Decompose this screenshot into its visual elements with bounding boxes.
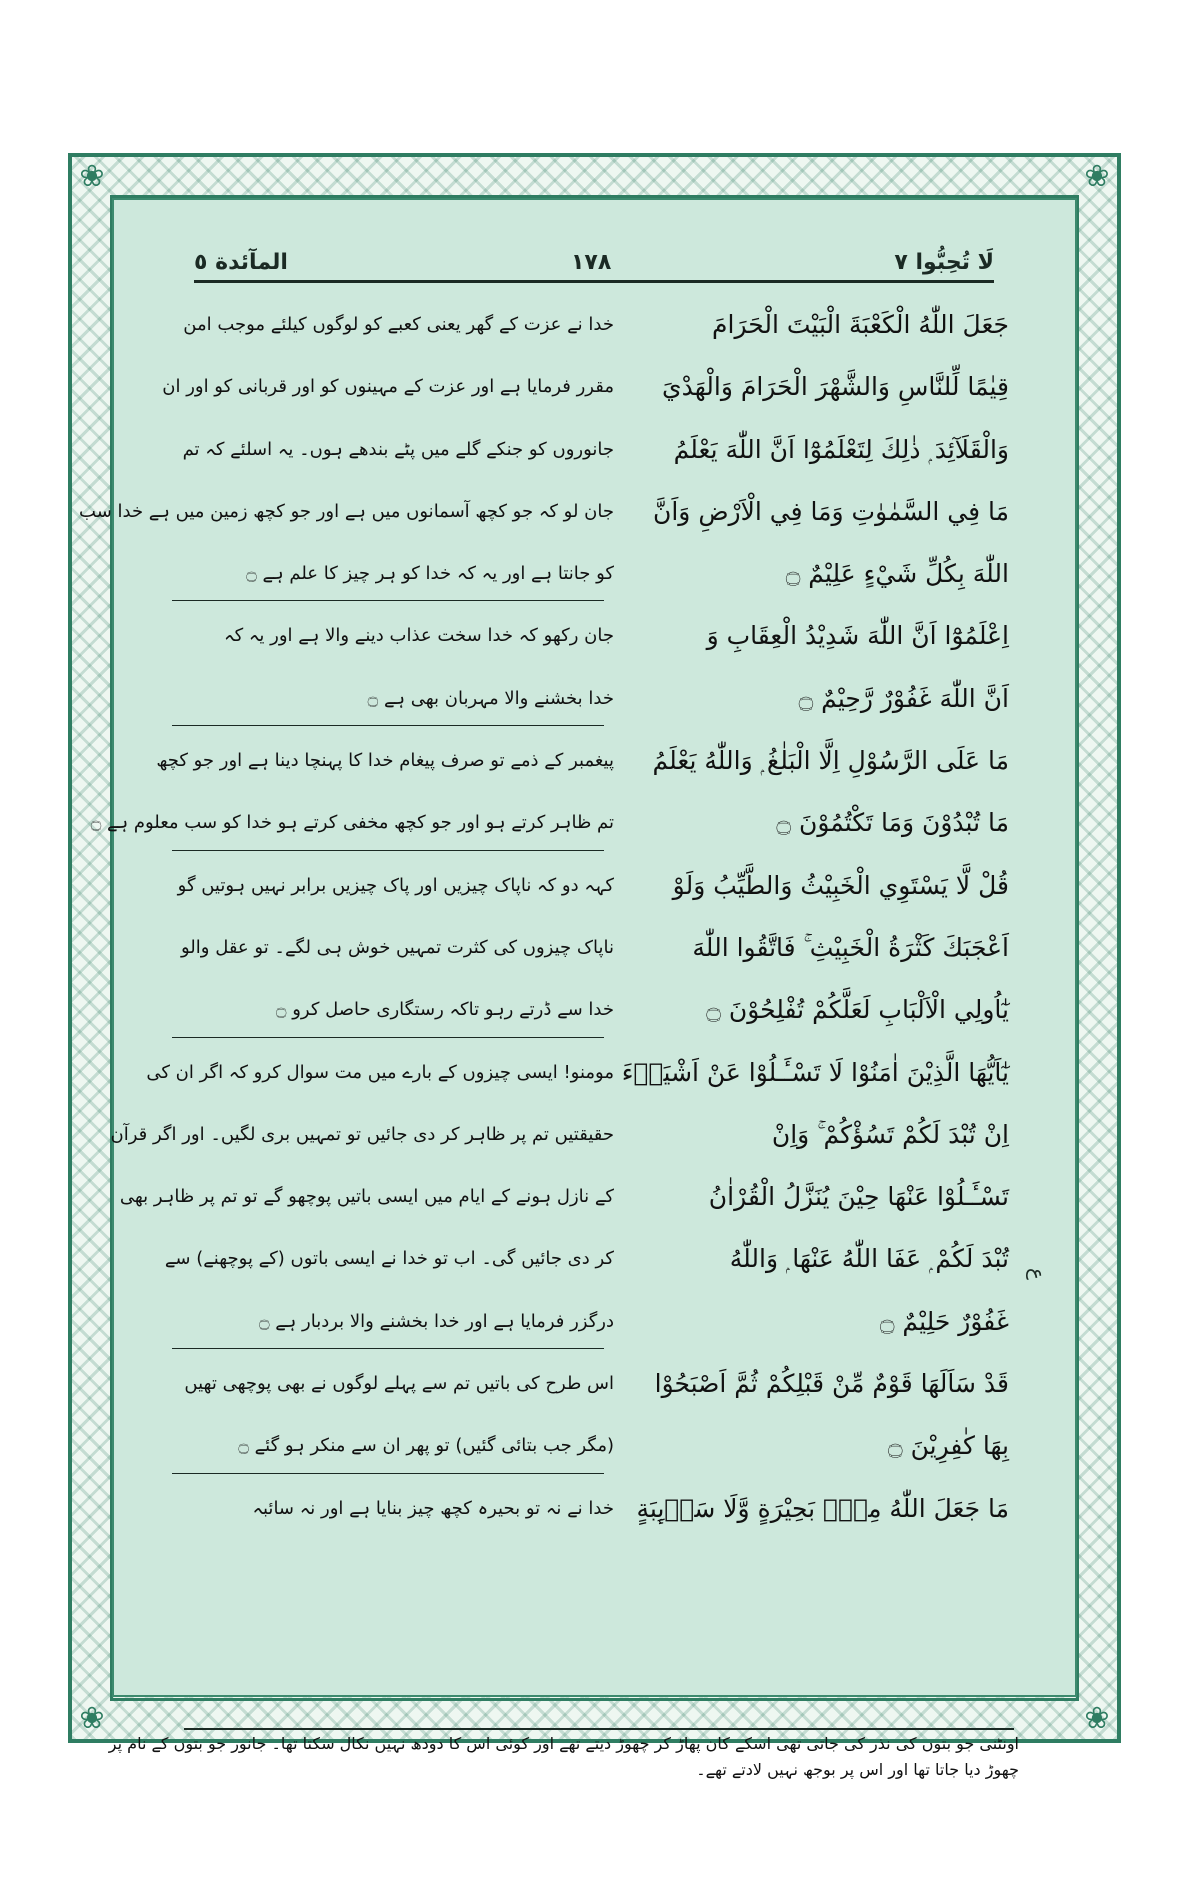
surah-title: المآئدة ٥ [194, 249, 288, 275]
arabic-verse-line: اَنَّ اللّٰهَ غَفُوْرٌ رَّحِيْمٌ ۝ [798, 683, 1009, 713]
arabic-verse-line: يٰٓاَيُّهَا الَّذِيْنَ اٰمَنُوْا لَا تَسْـَٔـلُوْا عَنْ اَشْيَاۗءَ [621, 1057, 1009, 1087]
arabic-verse-line: جَعَلَ اللّٰهُ الْكَعْبَةَ الْبَيْتَ الْحَرَامَ [712, 310, 1009, 339]
verse-row [114, 855, 1079, 917]
verse-row [114, 1166, 1079, 1228]
urdu-translation-line: خدا سے ڈرتے رہو تاکہ رستگاری حاصل کرو ۝ [275, 999, 614, 1021]
arabic-verse-line: تَسْـَٔـلُوْا عَنْهَا حِيْنَ يُنَزَّلُ الْقُرْاٰنُ [708, 1182, 1009, 1212]
footnote-line-2: چھوڑ دیا جاتا تھا اور اس پر بوجھ نہیں لادتے تھے۔ [696, 1760, 1019, 1779]
corner-ornament-icon: ❀ [1084, 1701, 1110, 1736]
urdu-translation-line: مومنو! ایسی چیزوں کے بارے میں مت سوال کرو کہ اگر ان کی [146, 1061, 614, 1083]
arabic-verse-line: وَالْقَلَآئِدَ ۭ ذٰلِكَ لِتَعْلَمُوْٓا اَنَّ اللّٰهَ يَعْلَمُ [673, 434, 1009, 464]
arabic-verse-line: اِنْ تُبْدَ لَكُمْ تَسُؤْكُمْ ۚ وَاِنْ [771, 1119, 1009, 1149]
corner-ornament-icon: ❀ [79, 1701, 105, 1736]
verse-row [90, 792, 1079, 854]
urdu-translation-line: تم ظاہر کرتے ہو اور جو کچھ مخفی کرتے ہو خدا کو سب معلوم ہے ۝ [90, 812, 614, 834]
urdu-translation-line: پیغمبر کے ذمے تو صرف پیغام خدا کا پہنچا دینا ہے اور جو کچھ [156, 750, 614, 772]
urdu-translation-line: خدا نے نہ تو بحیرہ کچھ چیز بنایا ہے اور نہ سائبہ [252, 1497, 614, 1519]
verse-row [114, 356, 1079, 418]
verse-row [114, 543, 1079, 605]
verse-row [114, 1291, 1079, 1353]
urdu-translation-line: خدا بخشنے والا مہربان بھی ہے ۝ [367, 687, 614, 709]
arabic-verse-line: مَا فِي السَّمٰوٰتِ وَمَا فِي الْاَرْضِ وَاَنَّ [653, 496, 1009, 526]
urdu-translation-line: حقیقتیں تم پر ظاہر کر دی جائیں تو تمہیں بری لگیں۔ اور اگر قرآن [110, 1123, 614, 1145]
urdu-translation-line: کے نازل ہونے کے ایام میں ایسی باتیں پوچھو گے تو تم پر ظاہر بھی [119, 1186, 614, 1208]
verse-end-rule [172, 850, 604, 851]
verse-row [114, 979, 1079, 1041]
arabic-verse-line: غَفُوْرٌ حَلِيْمٌ ۝ [879, 1306, 1009, 1336]
urdu-translation-line: کہہ دو کہ ناپاک چیزیں اور پاک چیزیں برابر نہیں ہوتیں گو [177, 874, 614, 896]
arabic-verse-line: قُلْ لَّا يَسْتَوِي الْخَبِيْثُ وَالطَّيِّبُ وَلَوْ [672, 870, 1009, 900]
verse-row [114, 1353, 1079, 1415]
arabic-verse-line: قِيٰمًا لِّلنَّاسِ وَالشَّهْرَ الْحَرَامَ وَالْهَدْيَ [662, 372, 1009, 402]
arabic-verse-line: مَا عَلَى الرَّسُوْلِ اِلَّا الْبَلٰغُ ۭ وَاللّٰهُ يَعْلَمُ [652, 746, 1009, 776]
urdu-translation-line: (مگر جب بتائی گئیں) تو پھر ان سے منکر ہو گئے ۝ [238, 1435, 614, 1457]
corner-ornament-icon: ❀ [1084, 159, 1110, 194]
verse-rows [79, 294, 1079, 1540]
arabic-verse-line: تُبْدَ لَكُمْ ۭ عَفَا اللّٰهُ عَنْهَا ۭ وَاللّٰهُ [729, 1244, 1009, 1274]
urdu-translation-line: کر دی جائیں گی۔ اب تو خدا نے ایسی باتوں (کے پوچھنے) سے [164, 1248, 614, 1270]
arabic-verse-line: مَا تُبْدُوْنَ وَمَا تَكْتُمُوْنَ ۝ [776, 808, 1009, 838]
verse-row [110, 1104, 1079, 1166]
verse-row [114, 419, 1079, 481]
urdu-translation-line: ناپاک چیزوں کی کثرت تمہیں خوش ہی لگے۔ تو عقل والو [181, 936, 614, 958]
footnote-line-1: اونٹنی جو بتوں کی نذر کی جاتی تھی اسکے کان پھاڑ کر چھوڑ دیتے تھے اور کوئی اس کا دودھ نہیں نکال سکتا تھا۔ جانور جو بتوں کے نام پر [108, 1734, 1019, 1753]
verse-row [114, 1042, 1079, 1104]
verse-end-rule [172, 725, 604, 726]
rukuh-marker: ع [1026, 1268, 1050, 1280]
urdu-translation-line: کو جانتا ہے اور یہ کہ خدا کو ہر چیز کا علم ہے ۝ [246, 563, 614, 585]
verse-row [114, 1478, 1079, 1540]
verse-row [114, 917, 1079, 979]
urdu-translation-line: جان رکھو کہ خدا سخت عذاب دینے والا ہے اور یہ کہ [224, 625, 614, 647]
arabic-verse-line: اِعْلَمُوْٓا اَنَّ اللّٰهَ شَدِيْدُ الْعِقَابِ وَ [706, 621, 1009, 651]
verse-row [114, 605, 1079, 667]
verse-row [114, 1228, 1079, 1290]
arabic-verse-line: مَا جَعَلَ اللّٰهُ مِنْۢ بَحِيْرَةٍ وَّلَا سَاۗىِٕبَةٍ [636, 1493, 1009, 1523]
verse-row [114, 294, 1079, 356]
urdu-translation-line: درگزر فرمایا ہے اور خدا بخشنے والا بردبار ہے ۝ [258, 1310, 614, 1332]
corner-ornament-icon: ❀ [79, 159, 105, 194]
page-number: ١٧٨ [571, 249, 612, 275]
verse-row [114, 1415, 1079, 1477]
urdu-translation-line: جان لو کہ جو کچھ آسمانوں میں ہے اور جو کچھ زمین میں ہے خدا سب [79, 500, 614, 522]
header-rule [194, 280, 994, 283]
verse-row [114, 730, 1079, 792]
verse-end-rule [172, 600, 604, 601]
verse-row [114, 668, 1079, 730]
footnote-rule [184, 1728, 1014, 1730]
verse-end-rule [172, 1037, 604, 1038]
arabic-verse-line: اللّٰهَ بِكُلِّ شَيْءٍ عَلِيْمٌ ۝ [785, 559, 1009, 589]
urdu-translation-line: مقرر فرمایا ہے اور عزت کے مہینوں کو اور قربانی کو اور ان [162, 376, 614, 398]
arabic-verse-line: اَعْجَبَكَ كَثْرَةُ الْخَبِيْثِ ۚ فَاتَّقُوا اللّٰهَ [692, 932, 1009, 962]
arabic-verse-line: قَدْ سَاَلَهَا قَوْمٌ مِّنْ قَبْلِكُمْ ثُمَّ اَصْبَحُوْا [654, 1369, 1009, 1399]
urdu-translation-line: جانوروں کو جنکے گلے میں پٹے بندھے ہوں۔ یہ اسلئے کہ تم [182, 438, 614, 460]
urdu-translation-line: اس طرح کی باتیں تم سے پہلے لوگوں نے بھی پوچھی تھیں [184, 1373, 614, 1395]
page-header [194, 242, 994, 282]
verse-end-rule [172, 1473, 604, 1474]
text-panel [79, 198, 1077, 1779]
arabic-verse-line: بِهَا كٰفِرِيْنَ ۝ [888, 1431, 1009, 1461]
verse-end-rule [172, 1348, 604, 1349]
juz-title: لَا تُحِبُّوا ٧ [894, 249, 994, 275]
arabic-verse-line: يٰٓاُولِي الْاَلْبَابِ لَعَلَّكُمْ تُفْلِحُوْنَ ۝ [706, 995, 1009, 1025]
urdu-translation-line: خدا نے عزت کے گھر یعنی کعبے کو لوگوں کیلئے موجب امن [183, 314, 614, 335]
verse-row [79, 481, 1079, 543]
